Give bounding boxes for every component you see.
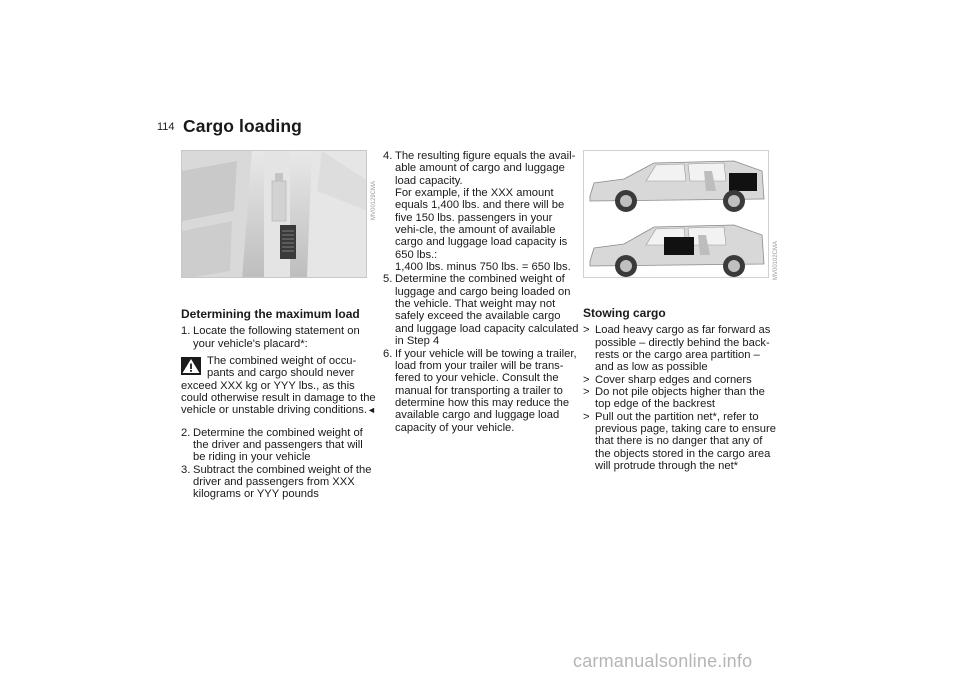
step-6 (383, 348, 579, 434)
bullet-arrow-icon: > (583, 386, 590, 399)
bullet-item (583, 386, 779, 411)
placard-photo-frame (181, 150, 377, 293)
car-cargo-photo-frame (583, 150, 779, 293)
warning-triangle-icon (181, 357, 201, 375)
step4-line3: 1,400 lbs. minus 750 lbs. = 650 lbs. (395, 261, 571, 274)
page-title: Cargo loading (183, 116, 302, 136)
car-cargo-photo (583, 150, 769, 278)
placard-photo (181, 150, 367, 278)
step-text: Determine the combined weight of luggage and cargo being loaded on the vehicle. That weight may not safely exceed the available cargo and luggage load capacity calculated in Step 4 (395, 273, 579, 348)
step-text: Locate the following statement on your vehicle's placard*: (193, 325, 360, 350)
bullet-item (583, 324, 779, 373)
middle-column (383, 150, 579, 434)
step-5 (383, 273, 579, 347)
bullet-text: Load heavy cargo as far forward as possible – directly behind the back-rests or the cargo area partition – and as low as possible (595, 324, 771, 374)
step-text: If your vehicle will be towing a trailer, load from your trailer will be trans-fered to your vehicle. Consult the manual for transporting a trailer to determine how this may reduce the available cargo and luggage load capacity of your vehicle. (395, 347, 577, 434)
step4-line1: The resulting figure equals the avail-able amount of cargo and luggage load capacity. (395, 150, 576, 187)
bullet-arrow-icon: > (583, 373, 590, 386)
bullet-arrow-icon: > (583, 410, 590, 423)
step-number: 4. (383, 150, 393, 162)
step-text: Subtract the combined weight of the driver and passengers from XXX kilograms or YYY pounds (193, 463, 372, 501)
warning-text: The combined weight of occu-pants and cargo should never exceed XXX kg or YYY lbs., as this could otherwise result in damage to the vehicle or unstable driving conditions. (181, 355, 376, 417)
warning-note (181, 355, 377, 417)
left-column (181, 150, 377, 501)
section-title-max-load: Determining the maximum load (181, 307, 360, 321)
step-number: 6. (383, 347, 393, 360)
photo-code: MV00129CMA (371, 180, 377, 220)
bullet-item (583, 411, 779, 473)
step-3 (181, 464, 377, 501)
page-number: 114 (157, 121, 175, 133)
photo-code: MV00102CMA (773, 240, 779, 280)
right-column (583, 150, 779, 472)
bullet-text: Cover sharp edges and corners (595, 373, 752, 386)
door-pillar-placard-image (182, 151, 367, 278)
car-cargo-illustration (584, 151, 769, 278)
step-2 (181, 427, 377, 464)
step4-line2: For example, if the XXX amount equals 1,400 lbs. and there will be five 150 lbs. passengers in your vehi-cle, the amount of available cargo and luggage load capacity is 650 lbs.: (395, 187, 568, 261)
step-text: Determine the combined weight of the driver and passengers that will be riding in your vehicle (193, 426, 363, 464)
section-title-stowing-cargo: Stowing cargo (583, 306, 666, 320)
step-number: 5. (383, 273, 393, 286)
bullet-text: Pull out the partition net*, refer to previous page, taking care to ensure that there is no danger that any of the objects stored in the cargo area will protrude through the net* (595, 410, 776, 473)
step-text (395, 150, 579, 273)
bullet-item (583, 374, 779, 386)
end-mark-icon: ◄ (366, 405, 376, 416)
step-4 (383, 150, 579, 273)
step-number: 1. (181, 325, 191, 338)
step-number: 3. (181, 463, 191, 476)
step-1 (181, 325, 377, 350)
bullet-arrow-icon: > (583, 324, 590, 337)
step-number: 2. (181, 426, 191, 439)
site-watermark: carmanualsonline.info (573, 651, 753, 671)
bullet-text: Do not pile objects higher than the top edge of the backrest (595, 386, 765, 411)
